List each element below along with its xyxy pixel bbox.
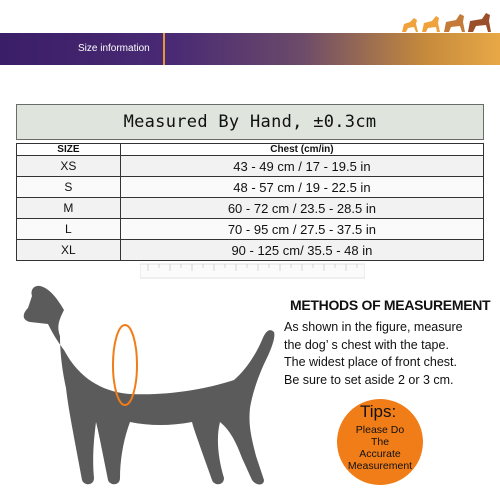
- size-cell: XS: [17, 156, 121, 177]
- tips-text: [337, 424, 423, 472]
- chest-cell: 48 - 57 cm / 19 - 22.5 in: [120, 177, 483, 198]
- methods-line: The widest place of front chest.: [284, 355, 458, 369]
- tips-line: Please Do: [355, 424, 405, 436]
- methods-title: METHODS OF MEASUREMENT: [290, 297, 491, 313]
- methods-line: As shown in the figure, measure: [284, 320, 463, 334]
- table-row: [17, 198, 484, 219]
- chest-cell: 60 - 72 cm / 23.5 - 28.5 in: [120, 198, 483, 219]
- chest-column-header: Chest (cm/in): [120, 144, 483, 156]
- chest-label: CHEST: [140, 362, 196, 381]
- tips-title: Tips:: [360, 402, 397, 421]
- tips-line: The: [370, 436, 390, 448]
- table-row: [17, 240, 484, 261]
- header-title: Size information: [78, 43, 150, 54]
- methods-instructions: [284, 319, 499, 389]
- table-row: [17, 177, 484, 198]
- table-header-row: [17, 144, 484, 156]
- table-row: [17, 219, 484, 240]
- size-cell: L: [17, 219, 121, 240]
- chest-cell: 90 - 125 cm/ 35.5 - 48 in: [120, 240, 483, 261]
- measured-by-hand-text: Measured By Hand, ±0.3cm: [123, 112, 377, 132]
- tips-line: Accurate: [359, 448, 401, 460]
- header-bar: [0, 33, 500, 65]
- chest-cell: 43 - 49 cm / 17 - 19.5 in: [120, 156, 483, 177]
- size-cell: S: [17, 177, 121, 198]
- measured-by-hand-banner: [16, 104, 484, 140]
- size-column-header: SIZE: [17, 144, 121, 156]
- header-divider: [163, 33, 165, 65]
- methods-line: the dog’ s chest with the tape.: [284, 337, 449, 352]
- size-table: [16, 143, 484, 261]
- table-row: [17, 156, 484, 177]
- dog-silhouettes-icon: [398, 10, 498, 36]
- size-cell: XL: [17, 240, 121, 261]
- dog-silhouette-icon: [20, 280, 290, 495]
- methods-line: Be sure to set aside 2 or 3 cm.: [284, 372, 454, 387]
- tips-line: Measurement: [347, 460, 413, 472]
- chest-cell: 70 - 95 cm / 27.5 - 37.5 in: [120, 219, 483, 240]
- size-cell: M: [17, 198, 121, 219]
